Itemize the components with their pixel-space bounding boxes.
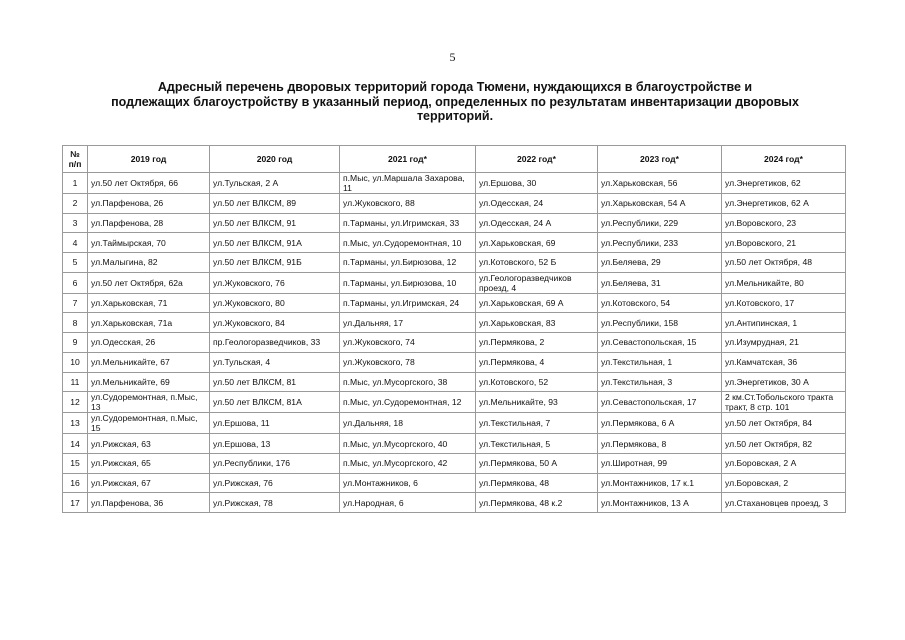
address-2022: ул.Пермякова, 2 <box>476 333 598 353</box>
address-2020: ул.50 лет ВЛКСМ, 89 <box>210 194 340 214</box>
row-number: 10 <box>63 352 88 372</box>
address-2023: ул.Беляева, 31 <box>598 272 722 293</box>
address-2022: ул.Пермякова, 48 к.2 <box>476 493 598 513</box>
table-row <box>63 372 846 392</box>
row-number: 7 <box>63 293 88 313</box>
address-2021: ул.Дальняя, 17 <box>340 313 476 333</box>
address-2023: ул.Пермякова, 8 <box>598 434 722 454</box>
table-row <box>63 313 846 333</box>
address-2024: ул.50 лет Октября, 48 <box>722 253 846 273</box>
address-2023: ул.Монтажников, 17 к.1 <box>598 473 722 493</box>
address-2019: ул.Малыгина, 82 <box>88 253 210 273</box>
address-2022: ул.Мельникайте, 93 <box>476 392 598 413</box>
address-2021: п.Мыс, ул.Мусоргского, 40 <box>340 434 476 454</box>
address-2019: ул.Таймырская, 70 <box>88 233 210 253</box>
address-2021: п.Тарманы, ул.Бирюзова, 12 <box>340 253 476 273</box>
address-2024: ул.Котовского, 17 <box>722 293 846 313</box>
address-2022: ул.Котовского, 52 <box>476 372 598 392</box>
address-2020: ул.50 лет ВЛКСМ, 91 <box>210 213 340 233</box>
address-2021: п.Тарманы, ул.Игримская, 33 <box>340 213 476 233</box>
address-2019: ул.50 лет Октября, 62а <box>88 272 210 293</box>
table-body <box>63 173 846 513</box>
address-2023: ул.Республики, 233 <box>598 233 722 253</box>
address-2019: ул.Рижская, 63 <box>88 434 210 454</box>
header-2023: 2023 год* <box>598 146 722 173</box>
address-2021: ул.Народная, 6 <box>340 493 476 513</box>
address-2022: ул.Пермякова, 4 <box>476 352 598 372</box>
row-number: 13 <box>63 413 88 434</box>
address-2020: ул.50 лет ВЛКСМ, 91А <box>210 233 340 253</box>
address-2024: ул.Камчатская, 36 <box>722 352 846 372</box>
address-2020: ул.Жуковского, 76 <box>210 272 340 293</box>
address-2021: ул.Жуковского, 88 <box>340 194 476 214</box>
address-2020: ул.Рижская, 78 <box>210 493 340 513</box>
row-number: 9 <box>63 333 88 353</box>
header-number: № п/п <box>63 146 88 173</box>
address-2024: 2 км.Ст.Тобольского тракта тракт, 8 стр. 101 <box>722 392 846 413</box>
document-title <box>60 80 850 124</box>
address-2020: ул.50 лет ВЛКСМ, 81А <box>210 392 340 413</box>
address-2019: ул.Парфенова, 26 <box>88 194 210 214</box>
address-2024: ул.Мельникайте, 80 <box>722 272 846 293</box>
row-number: 11 <box>63 372 88 392</box>
table-row <box>63 493 846 513</box>
address-2023: ул.Пермякова, 6 А <box>598 413 722 434</box>
row-number: 5 <box>63 253 88 273</box>
header-2024: 2024 год* <box>722 146 846 173</box>
title-line: территорий. <box>416 109 494 123</box>
table-row <box>63 453 846 473</box>
table-row <box>63 272 846 293</box>
title-line: Адресный перечень дворовых территорий города Тюмени, нуждающихся в благоустройстве и <box>157 80 753 94</box>
address-2019: ул.Мельникайте, 69 <box>88 372 210 392</box>
address-2022: ул.Котовского, 52 Б <box>476 253 598 273</box>
row-number: 17 <box>63 493 88 513</box>
address-2022: ул.Харьковская, 69 А <box>476 293 598 313</box>
address-2022: ул.Пермякова, 50 А <box>476 453 598 473</box>
address-2020: ул.Рижская, 76 <box>210 473 340 493</box>
address-2024: ул.Стахановцев проезд, 3 <box>722 493 846 513</box>
address-2021: ул.Дальняя, 18 <box>340 413 476 434</box>
address-2019: ул.Одесская, 26 <box>88 333 210 353</box>
address-2020: ул.Республики, 176 <box>210 453 340 473</box>
address-2022: ул.Ершова, 30 <box>476 173 598 194</box>
address-2021: ул.Жуковского, 74 <box>340 333 476 353</box>
address-2019: ул.50 лет Октября, 66 <box>88 173 210 194</box>
address-2022: ул.Одесская, 24 А <box>476 213 598 233</box>
table-row <box>63 173 846 194</box>
address-2019: ул.Мельникайте, 67 <box>88 352 210 372</box>
row-number: 6 <box>63 272 88 293</box>
address-2021: п.Мыс, ул.Мусоргского, 42 <box>340 453 476 473</box>
address-2024: ул.50 лет Октября, 84 <box>722 413 846 434</box>
address-2024: ул.Боровская, 2 А <box>722 453 846 473</box>
address-2021: п.Мыс, ул.Судоремонтная, 10 <box>340 233 476 253</box>
table-row <box>63 352 846 372</box>
address-2024: ул.Энергетиков, 62 А <box>722 194 846 214</box>
address-2024: ул.50 лет Октября, 82 <box>722 434 846 454</box>
table-row <box>63 473 846 493</box>
row-number: 1 <box>63 173 88 194</box>
row-number: 14 <box>63 434 88 454</box>
address-2020: ул.Жуковского, 80 <box>210 293 340 313</box>
address-2021: п.Мыс, ул.Маршала Захарова, 11 <box>340 173 476 194</box>
table-row <box>63 293 846 313</box>
address-2022: ул.Харьковская, 83 <box>476 313 598 333</box>
address-2019: ул.Харьковская, 71а <box>88 313 210 333</box>
table-row <box>63 434 846 454</box>
address-2023: ул.Республики, 158 <box>598 313 722 333</box>
address-2020: ул.50 лет ВЛКСМ, 91Б <box>210 253 340 273</box>
address-2024: ул.Воровского, 23 <box>722 213 846 233</box>
address-2023: ул.Севастопольская, 17 <box>598 392 722 413</box>
address-2022: ул.Геологоразведчиков проезд, 4 <box>476 272 598 293</box>
address-2021: п.Мыс, ул.Мусоргского, 38 <box>340 372 476 392</box>
address-2019: ул.Харьковская, 71 <box>88 293 210 313</box>
address-2020: ул.Ершова, 13 <box>210 434 340 454</box>
table-row <box>63 194 846 214</box>
address-2021: ул.Жуковского, 78 <box>340 352 476 372</box>
address-2024: ул.Боровская, 2 <box>722 473 846 493</box>
address-2024: ул.Энергетиков, 30 А <box>722 372 846 392</box>
address-2023: ул.Беляева, 29 <box>598 253 722 273</box>
table-row <box>63 213 846 233</box>
address-2024: ул.Энергетиков, 62 <box>722 173 846 194</box>
header-2020: 2020 год <box>210 146 340 173</box>
address-2022: ул.Одесская, 24 <box>476 194 598 214</box>
row-number: 16 <box>63 473 88 493</box>
table-header-row <box>63 146 846 173</box>
address-2019: ул.Рижская, 65 <box>88 453 210 473</box>
row-number: 12 <box>63 392 88 413</box>
address-2022: ул.Текстильная, 7 <box>476 413 598 434</box>
address-2023: ул.Харьковская, 56 <box>598 173 722 194</box>
row-number: 2 <box>63 194 88 214</box>
address-2019: ул.Парфенова, 28 <box>88 213 210 233</box>
address-2020: пр.Геологоразведчиков, 33 <box>210 333 340 353</box>
address-2023: ул.Монтажников, 13 А <box>598 493 722 513</box>
address-2021: п.Мыс, ул.Судоремонтная, 12 <box>340 392 476 413</box>
address-2024: ул.Изумрудная, 21 <box>722 333 846 353</box>
address-2023: ул.Севастопольская, 15 <box>598 333 722 353</box>
address-2020: ул.Ершова, 11 <box>210 413 340 434</box>
address-2020: ул.Жуковского, 84 <box>210 313 340 333</box>
address-2023: ул.Харьковская, 54 А <box>598 194 722 214</box>
address-2023: ул.Республики, 229 <box>598 213 722 233</box>
address-2021: п.Тарманы, ул.Бирюзова, 10 <box>340 272 476 293</box>
address-2023: ул.Текстильная, 3 <box>598 372 722 392</box>
address-2023: ул.Широтная, 99 <box>598 453 722 473</box>
address-2020: ул.50 лет ВЛКСМ, 81 <box>210 372 340 392</box>
address-2022: ул.Харьковская, 69 <box>476 233 598 253</box>
title-line: подлежащих благоустройству в указанный период, определенных по результатам инвентаризации дворовых <box>111 94 799 109</box>
address-2024: ул.Воровского, 21 <box>722 233 846 253</box>
table-row <box>63 392 846 413</box>
address-2023: ул.Котовского, 54 <box>598 293 722 313</box>
header-2019: 2019 год <box>88 146 210 173</box>
address-2024: ул.Антипинская, 1 <box>722 313 846 333</box>
row-number: 4 <box>63 233 88 253</box>
row-number: 15 <box>63 453 88 473</box>
row-number: 8 <box>63 313 88 333</box>
address-table <box>62 145 846 513</box>
row-number: 3 <box>63 213 88 233</box>
header-2021: 2021 год* <box>340 146 476 173</box>
table-row <box>63 333 846 353</box>
address-2021: ул.Монтажников, 6 <box>340 473 476 493</box>
table-row <box>63 413 846 434</box>
address-2020: ул.Тульская, 2 А <box>210 173 340 194</box>
address-2022: ул.Пермякова, 48 <box>476 473 598 493</box>
address-2019: ул.Рижская, 67 <box>88 473 210 493</box>
address-2019: ул.Парфенова, 36 <box>88 493 210 513</box>
address-2023: ул.Текстильная, 1 <box>598 352 722 372</box>
address-2022: ул.Текстильная, 5 <box>476 434 598 454</box>
address-2019: ул.Судоремонтная, п.Мыс, 15 <box>88 413 210 434</box>
address-2020: ул.Тульская, 4 <box>210 352 340 372</box>
address-2019: ул.Судоремонтная, п.Мыс, 13 <box>88 392 210 413</box>
address-2021: п.Тарманы, ул.Игримская, 24 <box>340 293 476 313</box>
header-2022: 2022 год* <box>476 146 598 173</box>
table-row <box>63 253 846 273</box>
page-number: 5 <box>449 50 456 64</box>
table-row <box>63 233 846 253</box>
